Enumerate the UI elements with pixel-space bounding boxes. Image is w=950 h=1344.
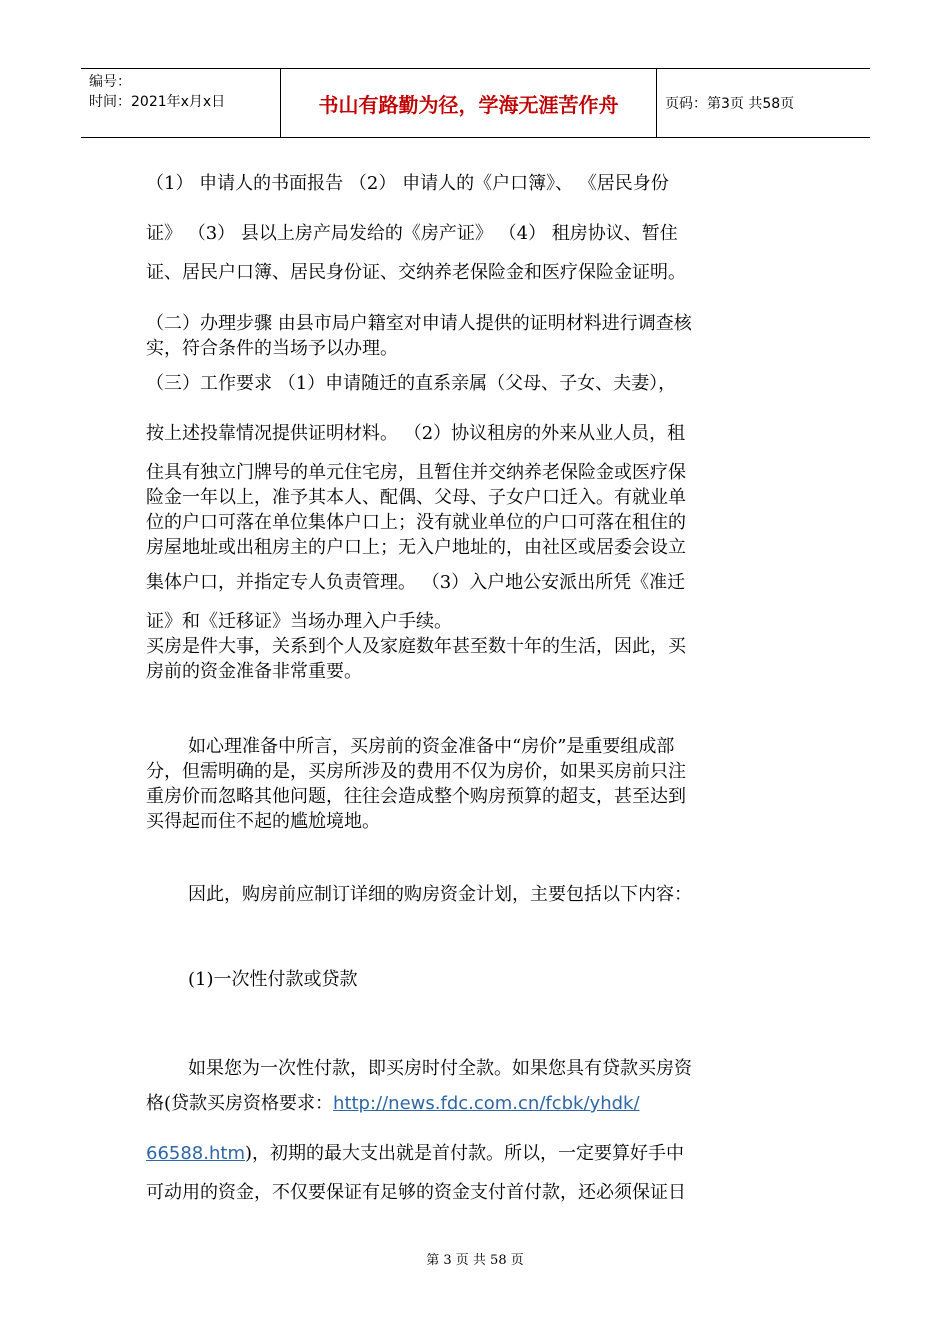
header-meta	[81, 69, 281, 137]
body-line: （三）工作要求 （1）申请随迁的直系亲属（父母、子女、夫妻），	[146, 373, 677, 394]
loan-requirements-link[interactable]: http://news.fdc.com.cn/fcbk/yhdk/	[333, 1093, 640, 1114]
body-line	[146, 1142, 806, 1165]
body-line: 如果您为一次性付款，即买房时付全款。如果您具有贷款买房资	[188, 1058, 692, 1079]
body-line: 重房价而忽略其他问题，往往会造成整个购房预算的超支，甚至达到	[146, 786, 686, 807]
loan-prefix: 格(贷款买房资格要求：	[146, 1093, 334, 1114]
body-line: （二）办理步骤 由县市局户籍室对申请人提供的证明材料进行调查核	[146, 313, 692, 334]
body-line: 如心理准备中所言，买房前的资金准备中“房价”是重要组成部	[188, 736, 675, 757]
body-line: 证》 （3） 县以上房产局发给的《房产证》 （4） 租房协议、暂住	[146, 223, 678, 244]
body-line: 证》和《迁移证》当场办理入户手续。	[146, 611, 452, 632]
body-line: 房屋地址或出租房主的户口上；无入户地址的，由社区或居委会设立	[146, 537, 686, 558]
body-line: 按上述投靠情况提供证明材料。 （2）协议租房的外来从业人员，租	[146, 423, 686, 444]
loan-requirements-link-continued[interactable]: 66588.htm	[146, 1143, 245, 1164]
body-line: 买房是件大事，关系到个人及家庭数年甚至数十年的生活，因此，买	[146, 636, 686, 657]
body-line: 集体户口，并指定专人负责管理。 （3）入户地公安派出所凭《准迁	[146, 572, 686, 593]
after-link-text: )，初期的最大支出就是首付款。所以，一定要算好手中	[244, 1143, 685, 1164]
body-line: 住具有独立门牌号的单元住宅房，且暂住并交纳养老保险金或医疗保	[146, 462, 686, 483]
page-footer: 第 3 页 共 58 页	[426, 1253, 524, 1268]
doc-number-label: 编号：	[89, 74, 131, 90]
body-line: 分，但需明确的是，买房所涉及的费用不仅为房价，如果买房前只注	[146, 761, 686, 782]
body-line: 位的户口可落在单位集体户口上；没有就业单位的户口可落在租住的	[146, 512, 686, 533]
body-line: 实，符合条件的当场予以办理。	[146, 338, 398, 359]
doc-time-label: 时间：2021年x月x日	[89, 94, 226, 110]
body-line: 因此，购房前应制订详细的购房资金计划，主要包括以下内容：	[188, 884, 692, 905]
body-line: 可动用的资金，不仅要保证有足够的资金支付首付款，还必须保证日	[146, 1182, 686, 1203]
body-line: 买得起而住不起的尴尬境地。	[146, 811, 380, 832]
section-heading: (1)一次性付款或贷款	[188, 969, 358, 990]
body-line	[146, 1092, 806, 1115]
body-line: 房前的资金准备非常重要。	[146, 661, 362, 682]
header-motto: 书山有路勤为径，学海无涯苦作舟	[281, 69, 657, 137]
body-line: （1） 申请人的书面报告 （2） 申请人的《户口簿》、 《居民身份	[146, 173, 669, 194]
body-line: 险金一年以上，准予其本人、配偶、父母、子女户口迁入。有就业单	[146, 487, 686, 508]
body-line: 证、居民户口簿、居民身份证、交纳养老保险金和医疗保险金证明。	[146, 262, 686, 283]
header-page-info: 页码：第3页 共58页	[665, 96, 795, 112]
page-header	[81, 68, 870, 138]
